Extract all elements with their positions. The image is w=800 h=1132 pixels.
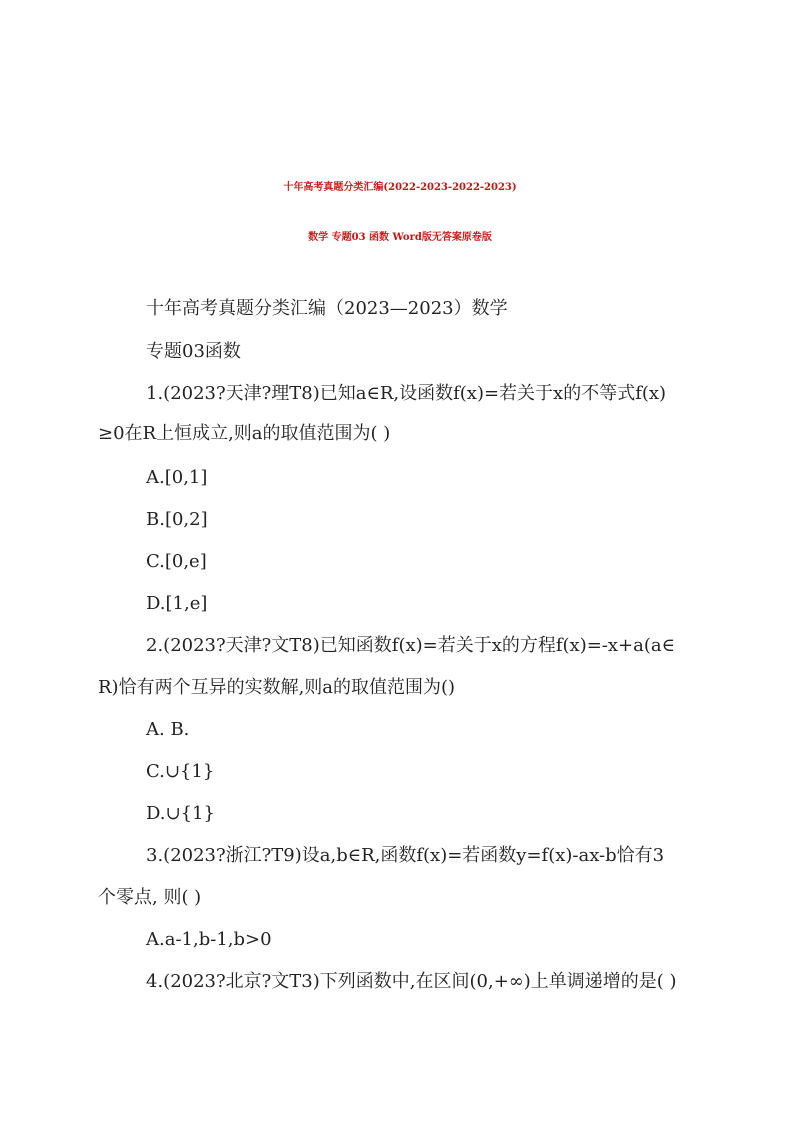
question-3-text-cont: 个零点, 则( ) xyxy=(98,887,202,908)
question-2-option-c: C.∪{1} xyxy=(146,761,215,782)
question-1-option-c: C.[0,e] xyxy=(146,551,207,572)
question-4-text: 4.(2023?北京?文T3)下列函数中,在区间(0,+∞)上单调递增的是( ) xyxy=(146,971,677,992)
question-3-text: 3.(2023?浙江?T9)设a,b∈R,函数f(x)=若函数y=f(x)-ax-b恰有3 xyxy=(146,845,665,866)
question-1-text-cont: ≥0在R上恒成立,则a的取值范围为( ) xyxy=(98,423,391,444)
question-2-text: 2.(2023?天津?文T8)已知函数f(x)=若关于x的方程f(x)=-x+a(a∈ xyxy=(146,635,675,656)
topic-heading: 专题03函数 xyxy=(146,341,241,362)
question-1-option-a: A.[0,1] xyxy=(146,467,208,488)
question-2-option-d: D.∪{1} xyxy=(146,803,215,824)
question-2-options-ab: A. B. xyxy=(146,719,190,740)
intro-heading: 十年高考真题分类汇编（2023—2023）数学 xyxy=(146,298,508,319)
document-title-line-1: 十年高考真题分类汇编(2022-2023-2022-2023) xyxy=(283,182,517,193)
question-1-option-d: D.[1,e] xyxy=(146,593,208,614)
question-2-text-cont: R)恰有两个互异的实数解,则a的取值范围为() xyxy=(98,677,456,698)
question-3-option-a: A.a-1,b-1,b>0 xyxy=(146,929,272,950)
document-title-line-2: 数学 专题03 函数 Word版无答案原卷版 xyxy=(308,232,492,243)
question-1-text: 1.(2023?天津?理T8)已知a∈R,设函数f(x)=若关于x的不等式f(x) xyxy=(146,383,667,404)
question-1-option-b: B.[0,2] xyxy=(146,509,208,530)
